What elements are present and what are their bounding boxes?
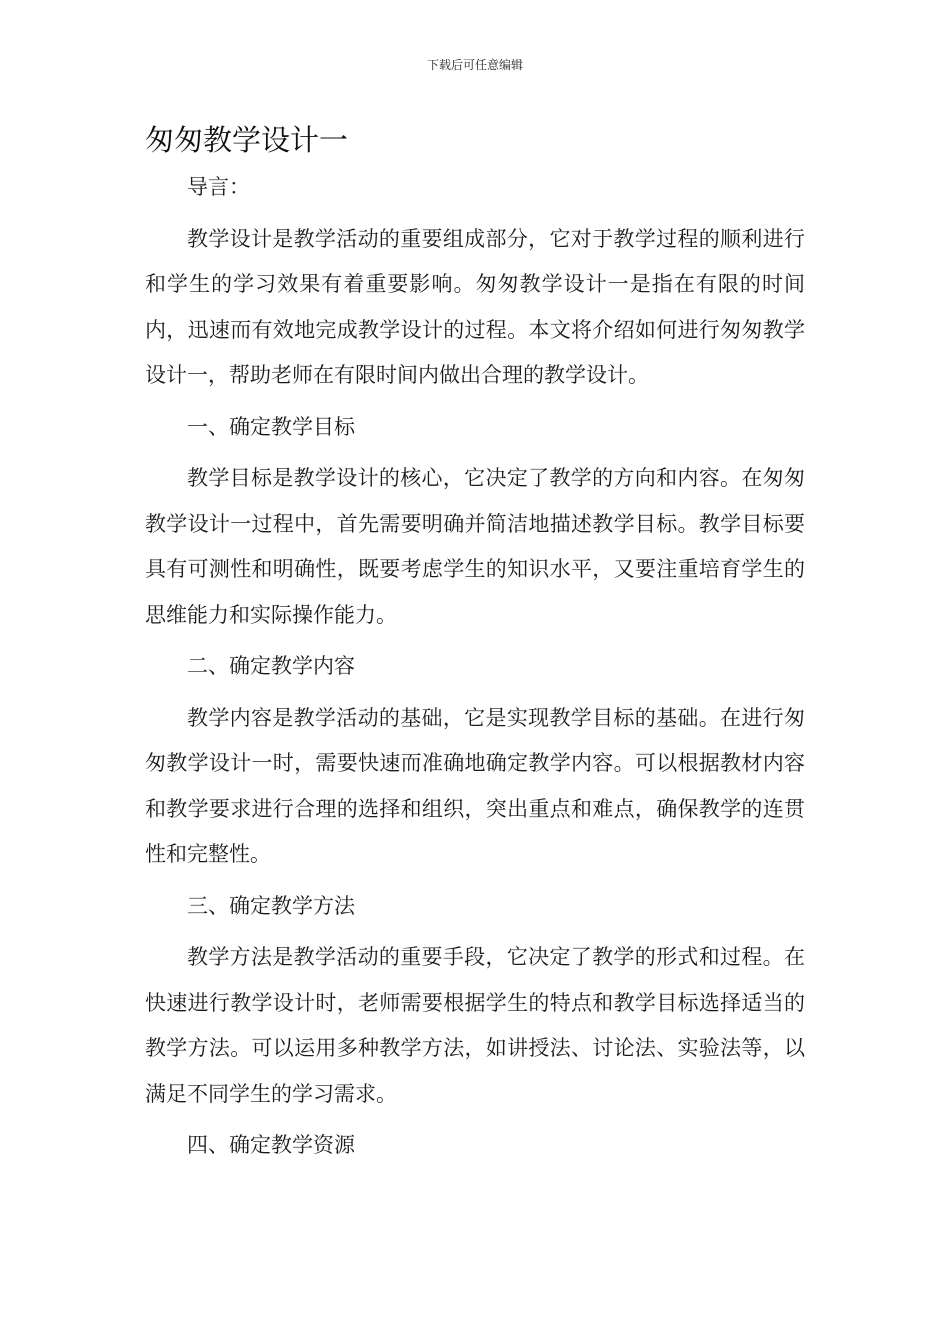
document-body	[145, 165, 805, 1175]
section-heading-resources: 四、确定教学资源	[187, 1133, 355, 1157]
section-heading-intro: 导言：	[187, 175, 250, 199]
paragraph-content: 教学内容是教学活动的基础，它是实现教学目标的基础。在进行匆匆教学设计一时，需要快速而准确地确定教学内容。可以根据教材内容和教学要求进行合理的选择和组织，突出重点和难点，确保教学的连贯性和完整性。	[145, 705, 805, 866]
section-heading-goals: 一、确定教学目标	[187, 414, 355, 439]
paragraph-methods: 教学方法是教学活动的重要手段，它决定了教学的形式和过程。在快速进行教学设计时，老师需要根据学生的特点和教学目标选择适当的教学方法。可以运用多种教学方法，如讲授法、讨论法、实验法等，以满足不同学生的学习需求。	[145, 945, 805, 1106]
page-header: 下载后可任意编辑	[426, 58, 523, 72]
paragraph-goals: 教学目标是教学设计的核心，它决定了教学的方向和内容。在匆匆教学设计一过程中，首先需要明确并简洁地描述教学目标。教学目标要具有可测性和明确性，既要考虑学生的知识水平，又要注重培育学生的思维能力和实际操作能力。	[145, 466, 805, 627]
paragraph-intro: 教学设计是教学活动的重要组成部分，它对于教学过程的顺利进行和学生的学习效果有着重要影响。匆匆教学设计一是指在有限的时间内，迅速而有效地完成教学设计的过程。本文将介绍如何进行匆匆教学设计一，帮助老师在有限时间内做出合理的教学设计。	[145, 226, 805, 387]
section-heading-methods: 三、确定教学方法	[187, 893, 355, 918]
document-title: 匆匆教学设计一	[145, 123, 349, 157]
section-heading-content: 二、确定教学内容	[187, 654, 355, 678]
